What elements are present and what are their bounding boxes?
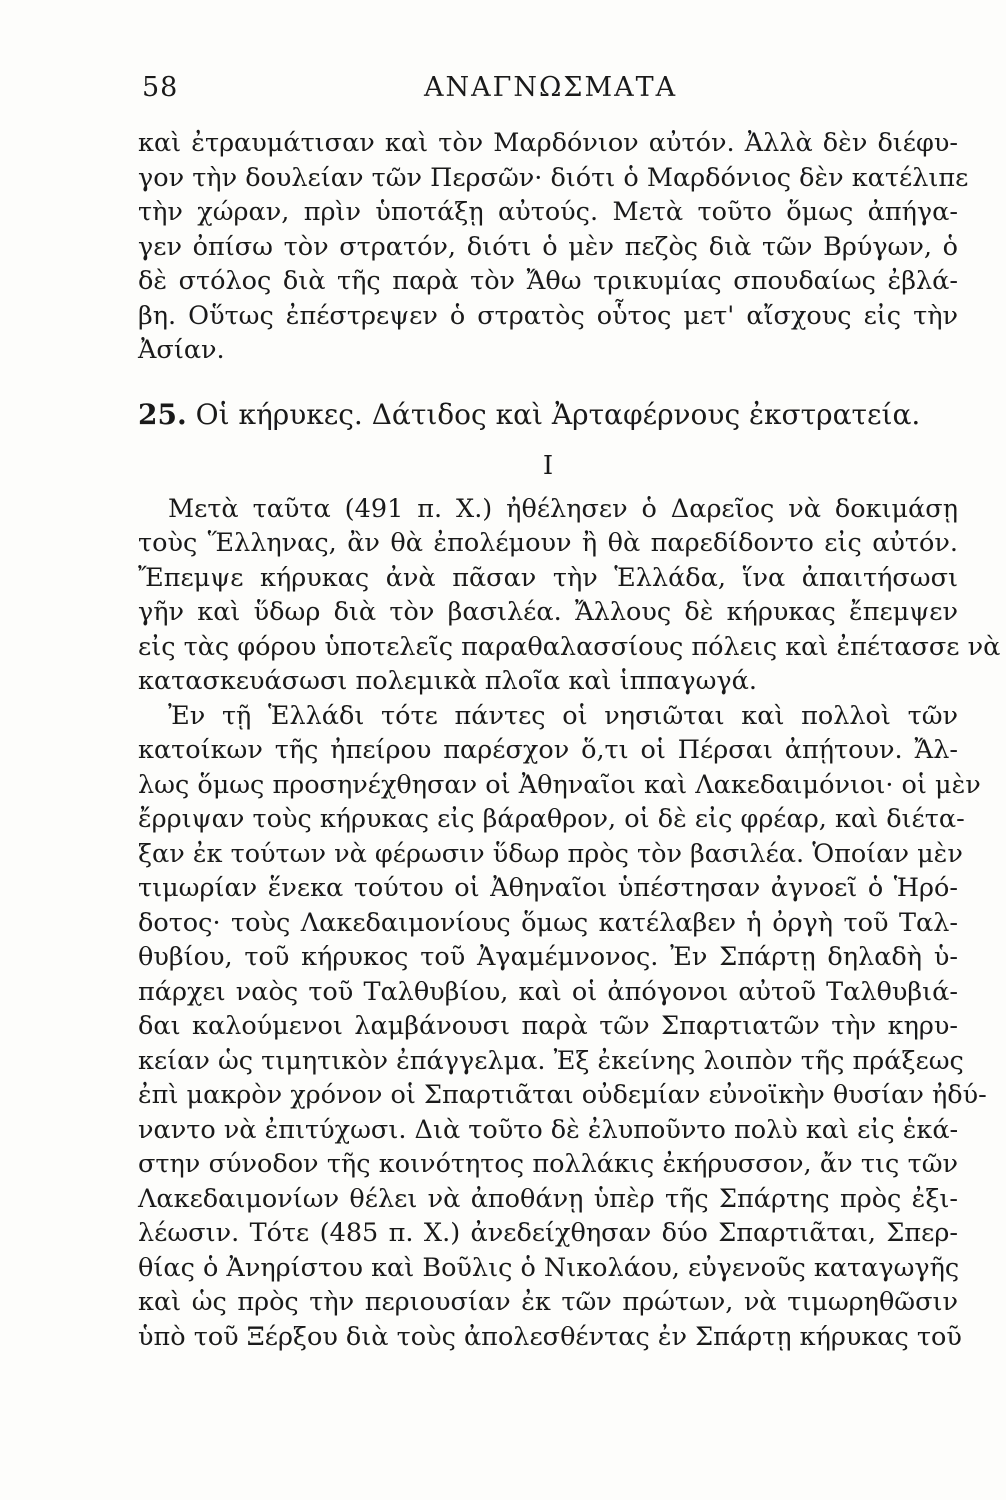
text-line: κατοίκων τῆς ἠπείρου παρέσχον ὅ,τι οἱ Πέρσαι ἀπῄτουν. Ἄλ- bbox=[138, 735, 958, 765]
text-line: δαι καλούμενοι λαμβάνουσι παρὰ τῶν Σπαρτιατῶν τὴν κηρυ- bbox=[138, 1011, 958, 1041]
section-subheading: I bbox=[542, 450, 554, 481]
paragraph-1 bbox=[138, 126, 969, 368]
text-line: ξαν ἐκ τούτων νὰ φέρωσιν ὕδωρ πρὸς τὸν βασιλέα. Ὁποίαν μὲν bbox=[138, 838, 963, 869]
text-line: λέωσιν. Τότε (485 π. Χ.) ἀνεδείχθησαν δύο Σπαρτιᾶται, Σπερ- bbox=[138, 1218, 958, 1248]
section-number: 25. bbox=[138, 397, 187, 431]
text-line: στην σύνοδον τῆς κοινότητος πολλάκις ἐκήρυσσον, ἄν τις τῶν bbox=[138, 1149, 958, 1179]
text-line: δὲ στόλος διὰ τῆς παρὰ τὸν Ἄθω τρικυμίας σπουδαίως ἐβλά- bbox=[138, 266, 958, 296]
section-title: Οἱ κήρυκες. Δάτιδος καὶ Ἀρταφέρνους ἐκστρατεία. bbox=[195, 397, 921, 431]
text-line: Ἔπεμψε κήρυκας ἀνὰ πᾶσαν τὴν Ἑλλάδα, ἵνα ἀπαιτήσωσι bbox=[138, 562, 958, 593]
text-line: πάρχει ναὸς τοῦ Ταλθυβίου, καὶ οἱ ἀπόγονοι αὐτοῦ Ταλθυβιά- bbox=[138, 976, 958, 1007]
page-number: 58 bbox=[142, 72, 179, 103]
text-line: λως ὅμως προσηνέχθησαν οἱ Ἀθηναῖοι καὶ Λακεδαιμόνιοι· οἱ μὲν bbox=[138, 769, 981, 800]
text-line: βη. Οὕτως ἐπέστρεψεν ὁ στρατὸς οὗτος μετ' αἴσχους εἰς τὴν bbox=[138, 300, 958, 331]
running-head bbox=[132, 72, 952, 112]
text-line: ἔρριψαν τοὺς κήρυκας εἰς βάραθρον, οἱ δὲ εἰς φρέαρ, καὶ διέτα- bbox=[138, 804, 965, 834]
text-line: γον τὴν δουλείαν τῶν Περσῶν· διότι ὁ Μαρδόνιος δὲν κατέλιπε bbox=[138, 162, 969, 193]
text-line: κείαν ὡς τιμητικὸν ἐπάγγελμα. Ἐξ ἐκείνης λοιπὸν τῆς πράξεως bbox=[138, 1045, 964, 1076]
text-line: γεν ὀπίσω τὸν στρατόν, διότι ὁ μὲν πεζὸς διὰ τῶν Βρύγων, ὁ bbox=[138, 231, 958, 262]
running-title: ΑΝΑΓΝΩΣΜΑΤΑ bbox=[424, 72, 678, 103]
text-line: κατασκευάσωσι πολεμικὰ πλοῖα καὶ ἱππαγωγά. bbox=[138, 666, 757, 696]
paragraph-2 bbox=[138, 492, 1001, 699]
text-line: Μετὰ ταῦτα (491 π. Χ.) ἠθέλησεν ὁ Δαρεῖος νὰ δοκιμάσῃ bbox=[168, 493, 958, 524]
text-line: ὑπὸ τοῦ Ξέρξου διὰ τοὺς ἀπολεσθέντας ἐν Σπάρτῃ κήρυκας τοῦ bbox=[138, 1321, 962, 1352]
text-line: καὶ ὡς πρὸς τὴν περιουσίαν ἐκ τῶν πρώτων, νὰ τιμωρηθῶσιν bbox=[138, 1287, 958, 1317]
text-line: καὶ ἐτραυμάτισαν καὶ τὸν Μαρδόνιον αὐτόν. Ἀλλὰ δὲν διέφυ- bbox=[138, 128, 958, 158]
text-line: Ἀσίαν. bbox=[138, 335, 225, 365]
section-heading bbox=[138, 396, 958, 434]
text-line: γῆν καὶ ὕδωρ διὰ τὸν βασιλέα. Ἄλλους δὲ κήρυκας ἔπεμψεν bbox=[138, 597, 958, 627]
text-line: τιμωρίαν ἕνεκα τούτου οἱ Ἀθηναῖοι ὑπέστησαν ἀγνοεῖ ὁ Ἡρό- bbox=[138, 873, 958, 903]
text-block bbox=[138, 126, 1001, 1354]
text-line: τὴν χώραν, πρὶν ὑποτάξῃ αὐτούς. Μετὰ τοῦτο ὅμως ἀπήγα- bbox=[138, 197, 958, 227]
text-line: Ἐν τῇ Ἑλλάδι τότε πάντες οἱ νησιῶται καὶ πολλοὶ τῶν bbox=[168, 700, 958, 731]
text-line: εἰς τὰς φόρου ὑποτελεῖς παραθαλασσίους πόλεις καὶ ἐπέτασσε νὰ bbox=[138, 631, 1001, 662]
text-line: θίας ὁ Ἀνηρίστου καὶ Βοῦλις ὁ Νικολάου, εὐγενοῦς καταγωγῆς bbox=[138, 1252, 960, 1283]
text-line: τοὺς Ἕλληνας, ἂν θὰ ἐπολέμουν ἢ θὰ παρεδίδοντο εἰς αὐτόν. bbox=[138, 528, 958, 558]
text-line: ναντο νὰ ἐπιτύχωσι. Διὰ τοῦτο δὲ ἐλυποῦντο πολὺ καὶ εἰς ἑκά- bbox=[138, 1114, 959, 1145]
text-line: θυβίου, τοῦ κήρυκος τοῦ Ἀγαμέμνονος. Ἐν Σπάρτῃ δηλαδὴ ὑ- bbox=[138, 942, 958, 972]
text-line: ἐπὶ μακρὸν χρόνον οἱ Σπαρτιᾶται οὐδεμίαν εὐνοϊκὴν θυσίαν ἠδύ- bbox=[138, 1080, 987, 1110]
text-line: Λακεδαιμονίων θέλει νὰ ἀποθάνῃ ὑπὲρ τῆς Σπάρτης πρὸς ἐξι- bbox=[138, 1183, 958, 1214]
text-line: δοτος· τοὺς Λακεδαιμονίους ὅμως κατέλαβεν ἡ ὀργὴ τοῦ Ταλ- bbox=[138, 907, 958, 938]
paragraph-3 bbox=[138, 699, 987, 1355]
